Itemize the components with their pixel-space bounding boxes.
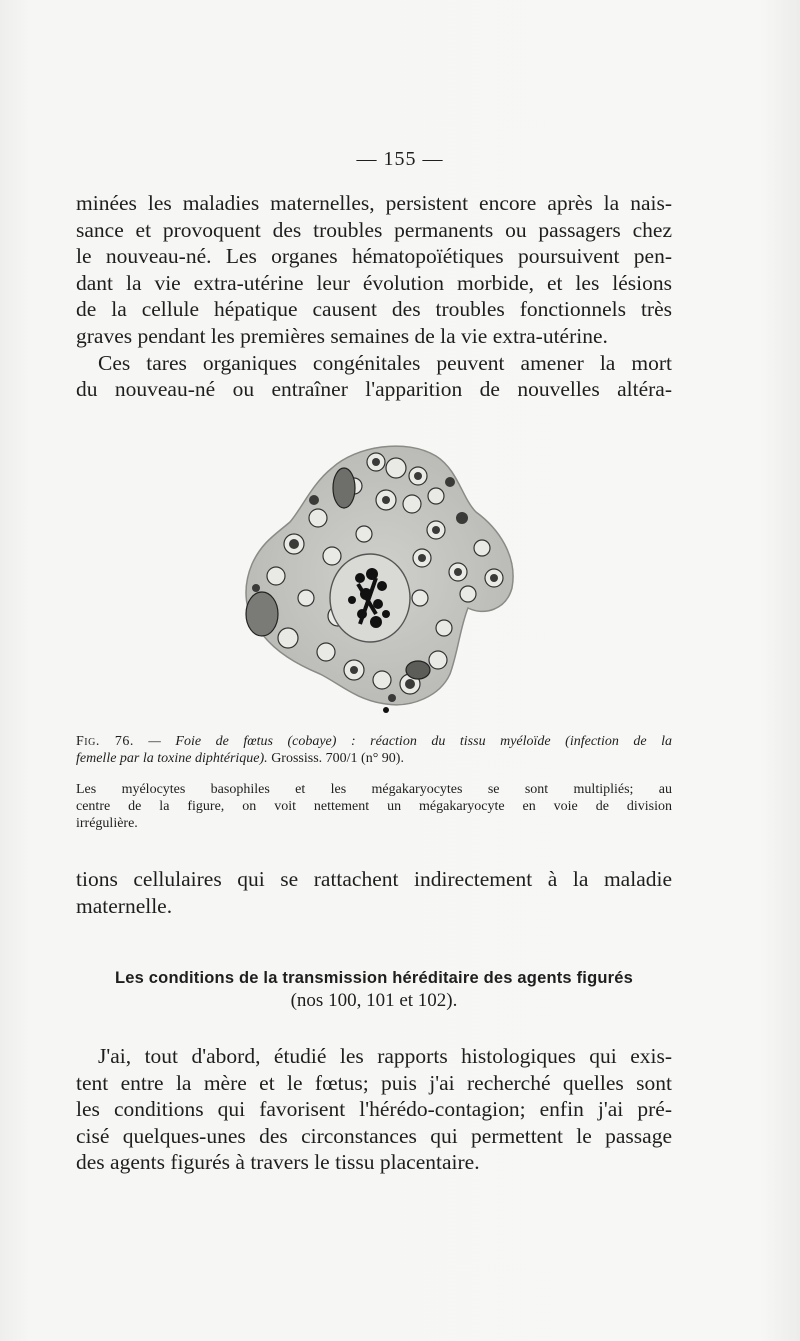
dark-dot <box>383 707 389 713</box>
caption-line <box>76 750 672 767</box>
figure-label: Fig. 76. <box>76 734 134 749</box>
micrograph-figure <box>236 438 520 716</box>
text-line: de la cellule hépatique causent des troubles fonctionnels très <box>76 297 672 322</box>
section-heading: Les conditions de la transmission héréditaire des agents figurés <box>114 969 634 987</box>
text-line: dant la vie extra-utérine leur évolution morbide, et les lésions <box>76 270 672 295</box>
text-line: minées les maladies maternelles, persistent encore après la nais- <box>76 191 672 215</box>
magnification-text: Grossiss. 700/1 (n° 90). <box>267 751 404 766</box>
caption-text: femelle par la toxine diphtérique). <box>76 751 268 766</box>
paragraph-continued <box>76 190 672 403</box>
description-line: Les myélocytes basophiles et les mégakaryocytes se sont multipliés; au <box>76 782 672 797</box>
large-cell <box>333 468 355 508</box>
text-line: J'ai, tout d'abord, étudié les rapports histologiques qui exis- <box>98 1044 672 1068</box>
text-line: le nouveau-né. Les organes hématopoïétiques poursuivent pen- <box>76 244 672 269</box>
text-line: sance et provoquent des troubles permanents ou passagers chez <box>76 217 672 242</box>
paragraph <box>76 1043 672 1176</box>
caption-line <box>76 733 672 750</box>
paragraph <box>76 866 672 919</box>
description-line: centre de la figure, on voit nettement un mégakaryocyte en voie de division <box>76 799 672 814</box>
large-cell <box>246 592 278 636</box>
section-subheading: (nos 100, 101 et 102). <box>290 990 458 1011</box>
figure-caption <box>76 733 672 767</box>
text-line: cisé quelques-unes des circonstances qui permettent le passage <box>76 1123 672 1148</box>
figure-description <box>76 781 672 832</box>
text-line: graves pendant les premières semaines de la vie extra-utérine. <box>76 323 608 348</box>
text-line: tent entre la mère et le fœtus; puis j'ai recherché quelles sont <box>76 1070 672 1095</box>
text-line: Ces tares organiques congénitales peuvent amener la mort <box>98 350 672 375</box>
page-number: — 155 — <box>356 148 444 170</box>
text-line: du nouveau-né ou entraîner l'apparition de nouvelles altéra- <box>76 377 672 402</box>
description-line: irrégulière. <box>76 816 138 831</box>
text-line: tions cellulaires qui se rattachent indirectement à la maladie <box>76 867 672 891</box>
text-line: des agents figurés à travers le tissu placentaire. <box>76 1150 480 1175</box>
text-line: maternelle. <box>76 893 173 918</box>
text-line: les conditions qui favorisent l'hérédo-contagion; enfin j'ai pré- <box>76 1097 672 1122</box>
large-cell <box>406 661 430 679</box>
caption-text: — Foie de fœtus (cobaye) : réaction du tissu myéloïde (infection de la <box>133 734 673 749</box>
